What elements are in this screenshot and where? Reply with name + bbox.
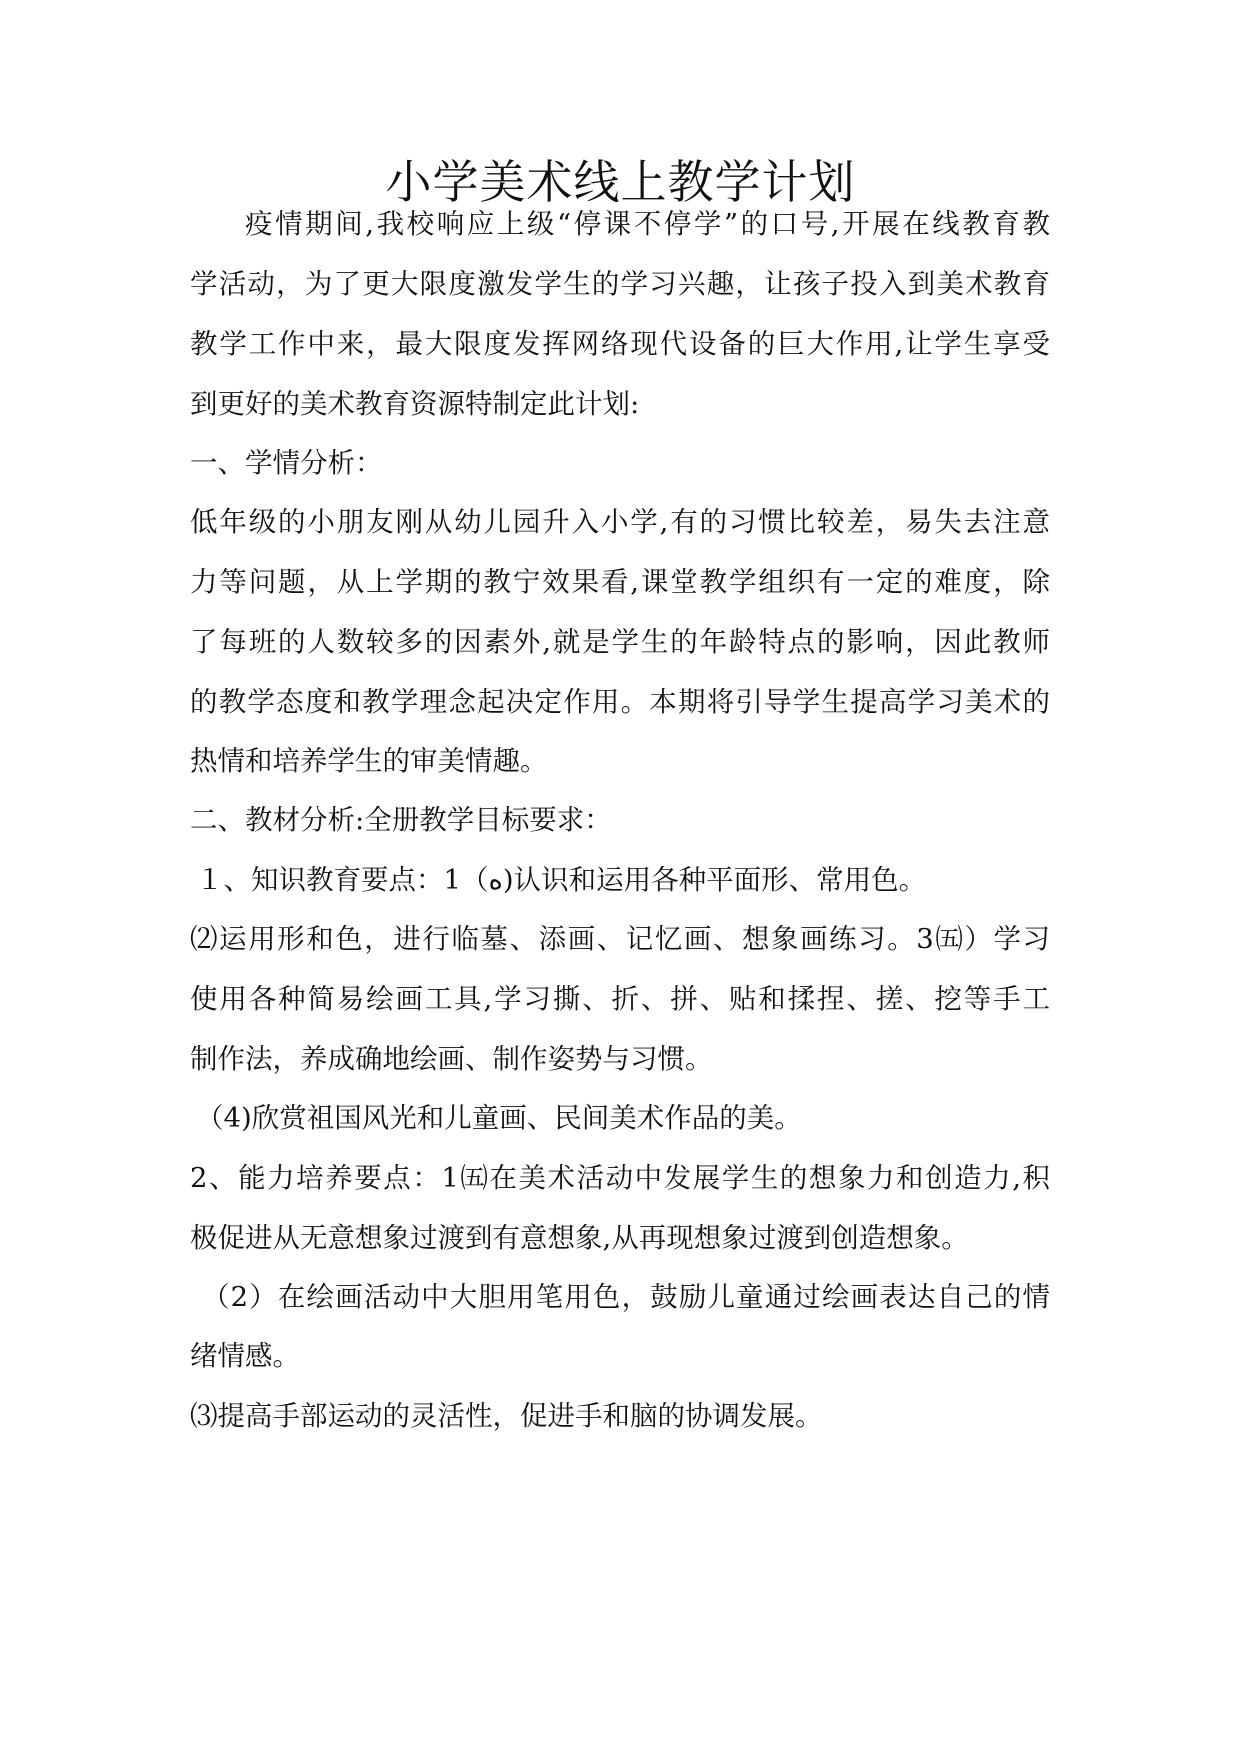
paragraph-line: 教学工作中来，最大限度发挥网络现代设备的巨大作用,让学生享受 xyxy=(190,328,1050,360)
paragraph-line: 疫情期间,我校响应上级“停课不停学”的口号,开展在线教育教 xyxy=(245,208,1050,240)
paragraph-line: 到更好的美术教育资源特制定此计划: xyxy=(190,388,640,420)
list-item: 2、能力培养要点：1㈤在美术活动中发展学生的想象力和创造力,积 xyxy=(190,1162,1050,1194)
paragraph-line: 制作法，养成确地绘画、制作姿势与习惯。 xyxy=(190,1043,713,1075)
document-title: 小学美术线上教学计划 xyxy=(385,155,856,209)
paragraph-line: 热情和培养学生的审美情趣。 xyxy=(190,745,548,777)
paragraph-line: 使用各种简易绘画工具,学习撕、折、拼、贴和揉捏、搓、挖等手工 xyxy=(190,983,1050,1015)
paragraph-line: 绪情感。 xyxy=(190,1340,300,1372)
section-heading: 二、教材分析:全册教学目标要求： xyxy=(190,804,612,836)
paragraph-line: 低年级的小朋友刚从幼儿园升入小学,有的习惯比较差，易失去注意 xyxy=(190,506,1050,538)
paragraph-line: 的教学态度和教学理念起决定作用。本期将引导学生提高学习美术的 xyxy=(190,686,1050,718)
paragraph-line: 极促进从无意想象过渡到有意想象,从再现想象过渡到创造想象。 xyxy=(190,1222,969,1254)
paragraph-line: 了每班的人数较多的因素外,就是学生的年龄特点的影响，因此教师 xyxy=(190,626,1050,658)
list-item: （2）在绘画活动中大胆用笔用色，鼓励儿童通过绘画表达自己的情 xyxy=(202,1281,1050,1313)
paragraph-line: 力等问题，从上学期的教宁效果看,课堂教学组织有一定的难度，除 xyxy=(190,566,1050,598)
list-item: ⑶提高手部运动的灵活性，促进手和脑的协调发展。 xyxy=(190,1400,823,1432)
list-item: ⑵运用形和色，进行临墓、添画、记忆画、想象画练习。3㈤）学习 xyxy=(190,923,1050,955)
list-item: １、知识教育要点：1（ه)认识和运用各种平面形、常用色。 xyxy=(196,864,927,896)
list-item: （4)欣赏祖国风光和儿童画、民间美术作品的美。 xyxy=(196,1102,802,1134)
paragraph-line: 学活动，为了更大限度激发学生的学习兴趣，让孩子投入到美术教育 xyxy=(190,268,1050,300)
section-heading: 一、学情分析： xyxy=(190,447,383,479)
